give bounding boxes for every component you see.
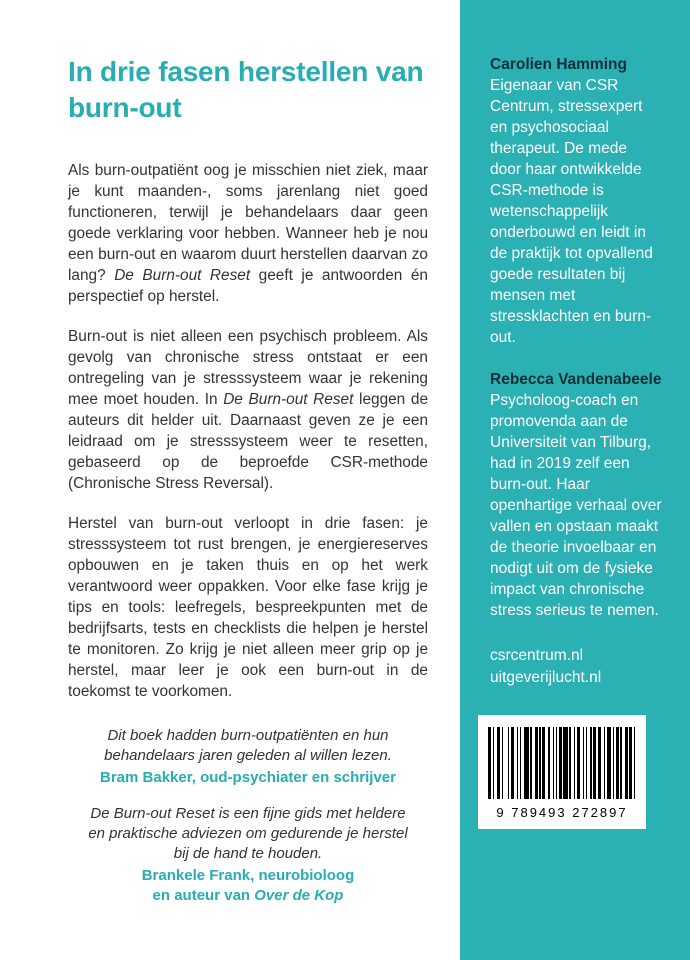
book-title: In drie fasen herstellen van burn-out <box>68 56 424 123</box>
endorsements <box>68 726 428 906</box>
author-block-1 <box>490 54 662 348</box>
author-block-2 <box>490 369 662 621</box>
description-paragraph-2: Burn-out is niet alleen een psychisch probleem. Als gevolg van chronische stress ontstaat er een ontregeling van je stresssysteem waar je rekening mee moet houden. In De Burn-out Reset leggen de auteurs dit helder uit. Daarnaast geven ze je een leidraad om je stresssysteem weer te resetten, gebaseerd op de beproefde CSR-methode (Chronische Stress Reversal). <box>68 327 429 492</box>
author-name: Rebecca Vandenabeele <box>490 371 662 388</box>
website-links <box>490 645 662 689</box>
author-name: Carolien Hamming <box>490 56 627 73</box>
quote-text: Dit boek hadden burn-outpatiënten en hun behandelaars jaren geleden al willen lezen. <box>104 726 392 764</box>
barcode-bars <box>488 727 636 799</box>
quote-attribution-line-2: en auteur van Over de Kop <box>152 886 344 904</box>
website-link-csrcentrum[interactable]: csrcentrum.nl <box>490 647 584 664</box>
quote-attribution: Bram Bakker, oud-psychiater en schrijver <box>100 768 396 786</box>
author-sidebar <box>460 0 690 960</box>
author-bio: Eigenaar van CSR Centrum, stressexpert en psychosociaal therapeut. De mede door haar ontwikkelde CSR-methode is wetenschappelijk onderbouwd en leidt in de praktijk tot opvallend goede resultaten bij mensen met stressklachten en burn-out. <box>490 77 653 346</box>
description-paragraph-1: Als burn-outpatiënt oog je misschien niet ziek, maar je kunt maanden-, soms jarenlang niet goed functioneren, terwijl je behandelaars daar geen goede verklaring voor hebben. Wanneer heb je nou een burn-out en waarom duurt herstellen daarvan zo lang? De Burn-out Reset geeft je antwoorden én perspectief op herstel. <box>68 161 428 305</box>
barcode-number: 9 789493 272897 <box>496 805 628 820</box>
barcode <box>478 715 646 829</box>
quote-attribution: Brankele Frank, neurobioloog <box>141 866 355 884</box>
book-description <box>68 160 428 702</box>
endorsement-quote-1 <box>83 726 413 788</box>
description-paragraph-3: Herstel van burn-out verloopt in drie fasen: je stresssysteem tot rust brengen, je energiereserves opbouwen en je taken thuis en op het werk verantwoord weer oppakken. Voor elke fase krijg je tips en tools: leefregels, bespreekpunten met de bedrijfsarts, tests en checklists die helpen je herstel te monitoren. Zo krijg je niet alleen meer grip op je herstel, maar leer je ook een burn-out in de toekomst te voorkomen. <box>68 514 428 700</box>
endorsement-quote-2 <box>83 804 413 906</box>
author-bio: Psycholoog-coach en promovenda aan de Universiteit van Tilburg, had in 2019 zelf een burn-out. Haar openhartige verhaal over vallen en opstaan maakt de theorie invoelbaar en nodigt uit om de fysieke impact van chronische stress serieus te nemen. <box>490 392 662 619</box>
quote-text: De Burn-out Reset is een fijne gids met heldere en praktische adviezen om gedurende je herstel bij de hand te houden. <box>88 804 408 862</box>
website-link-uitgeverijlucht[interactable]: uitgeverijlucht.nl <box>490 669 602 686</box>
